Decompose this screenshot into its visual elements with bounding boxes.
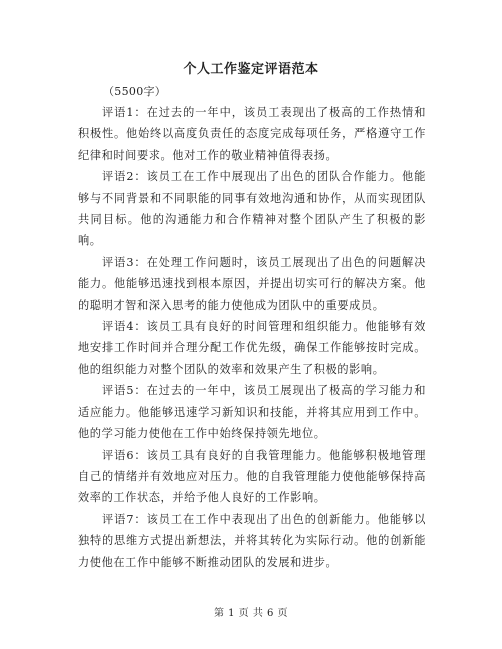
page-number: 第 1 页 共 6 页 [213,608,289,619]
comment-paragraph-2: 评语2：该员工在工作中展现出了出色的团队合作能力。他能够与不同背景和不同职能的同事有效地沟通和协作，从而实现团队共同目标。他的沟通能力和合作精神对整个团队产生了积极的影响。 [78,170,426,248]
page-footer [0,604,502,619]
comment-paragraph-6: 评语6：该员工具有良好的自我管理能力。他能够积极地管理自己的情绪并有效地应对压力。他的自我管理能力使他能够保持高效率的工作状态，并给予他人良好的工作影响。 [78,448,426,505]
comment-paragraph-3: 评语3：在处理工作问题时，该员工展现出了出色的问题解决能力。他能够迅速找到根本原因，并提出切实可行的解决方案。他的聪明才智和深入思考的能力使他成为团队中的重要成员。 [78,255,426,312]
comment-paragraph-4: 评语4：该员工具有良好的时间管理和组织能力。他能够有效地安排工作时间并合理分配工作优先级，确保工作能够按时完成。他的组织能力对整个团队的效率和效果产生了积极的影响。 [78,320,426,376]
document-title: 个人工作鉴定评语范本 [183,62,319,77]
comment-paragraph-7: 评语7：该员工在工作中表现出了出色的创新能力。他能够以独特的思维方式提出新想法，并将其转化为实际行动。他的创新能力使他在工作中能够不断推动团队的发展和进步。 [78,512,426,569]
comment-paragraph-1: 评语1：在过去的一年中，该员工表现出了极高的工作热情和积极性。他始终以高度负责任的态度完成每项任务，严格遵守工作纪律和时间要求。他对工作的敬业精神值得表扬。 [78,106,426,162]
document-body [78,102,426,573]
word-count: （5500字） [103,85,167,98]
comment-paragraph-5: 评语5：在过去的一年中，该员工展现出了极高的学习能力和适应能力。他能够迅速学习新知识和技能，并将其应用到工作中。他的学习能力使他在工作中始终保持领先地位。 [78,384,426,441]
